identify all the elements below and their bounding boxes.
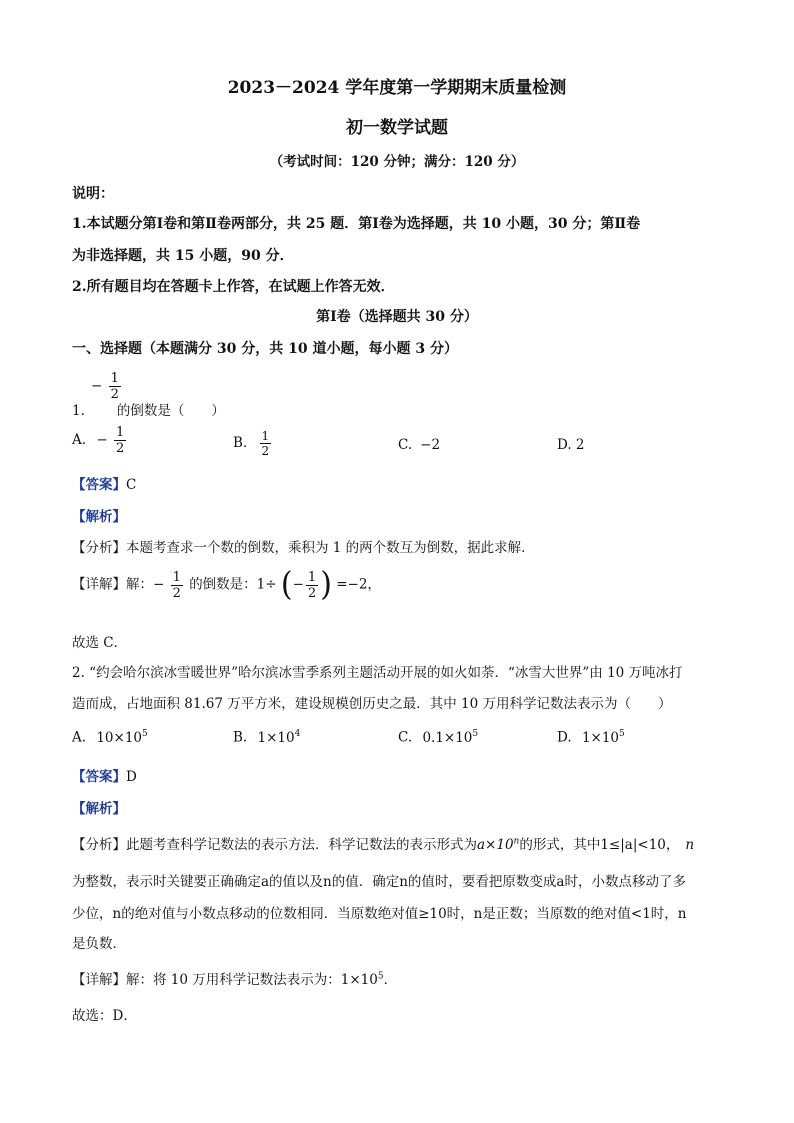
q1-answer: 【答案】C	[72, 477, 137, 493]
q2-fenxi-line2: 为整数，表示时关键要正确确定a的值以及n的值．确定n的值时，要看把原数变成a时，小数点移动了多	[72, 874, 686, 890]
q2-option-b: B. $1\times 10^4$	[233, 729, 301, 746]
q2-stem-line1: 2. “约会哈尔滨冰雪暖世界”哈尔滨冰雪季系列主题活动开展的如火如荼．“冰雪大世界”由 10 万吨冰打	[72, 665, 683, 681]
q2-option-d: D. $1\times 10^5$	[557, 729, 625, 746]
section-heading: 第Ⅰ卷（选择题共 30 分）	[316, 309, 478, 325]
q1-fraction	[91, 372, 123, 401]
q1-option-c: C. −2	[398, 437, 441, 453]
q2-option-c: C. $0.1\times 10^5$	[398, 729, 479, 746]
part-heading: 一、选择题（本题满分 30 分，共 10 道小题，每小题 3 分）	[72, 341, 458, 357]
q2-detail: 【详解】解：将 10 万用科学记数法表示为：$1\times 10^5$．	[72, 971, 398, 988]
q1-frac-sign: −	[91, 378, 103, 394]
notes-heading: 说明：	[72, 186, 114, 202]
page-subtitle: 初一数学试题	[346, 118, 448, 138]
q1-analysis-tag: 【解析】	[72, 509, 126, 525]
q2-fenxi-line3: 少位，n的绝对值与小数点移动的位数相同．当原数绝对值≥10时，n是正数；当原数的绝对值<1时，n	[72, 906, 687, 922]
q2-conclusion: 故选：D．	[72, 1008, 137, 1024]
q1-conclusion: 故选 C．	[72, 635, 128, 651]
q1-detail: 【详解】解：− $\frac{1}{2}$ 的倒数是：1÷ (− $\frac{1}{2}$ ) =−2，	[72, 565, 381, 604]
q2-analysis-tag: 【解析】	[72, 801, 126, 817]
q1-option-d: D. 2	[557, 437, 585, 453]
page-title: 2023－2024 学年度第一学期期末质量检测	[227, 78, 567, 98]
exam-info: （考试时间：120 分钟；满分：120 分）	[269, 154, 525, 170]
q2-fenxi-line1: 【分析】此题考查科学记数法的表示方法．科学记数法的表示形式为$a\times 10^n$的形式，其中1≤|a|<10， n	[72, 836, 695, 853]
q1-frac: $\frac{1}{2}$	[110, 371, 119, 402]
q1-fenxi: 【分析】本题考查求一个数的倒数，乘积为 1 的两个数互为倒数，据此求解．	[72, 540, 535, 556]
q2-stem-line2: 造而成，占地面积 81.67 万平方米，建设规模创历史之最．其中 10 万用科学记数法表示为（ ）	[72, 696, 672, 712]
notes-line1: 1.本试题分第Ⅰ卷和第Ⅱ卷两部分，共 25 题．第Ⅰ卷为选择题，共 10 小题，30 分；第Ⅱ卷	[72, 216, 641, 232]
q1-stem: 1. 的倒数是（ ）	[72, 403, 225, 419]
q2-option-a: A. $10\times 10^5$	[72, 729, 148, 746]
notes-line2: 为非选择题，共 15 小题，90 分．	[72, 248, 294, 264]
q1-option-b: B. $\frac{1}{2}$	[233, 429, 270, 458]
q2-answer: 【答案】D	[72, 769, 137, 785]
q1-option-a: A. − $\frac{1}{2}$	[72, 425, 125, 456]
notes-line3: 2.所有题目均在答题卡上作答，在试题上作答无效．	[72, 279, 395, 295]
q2-fenxi-line4: 是负数．	[72, 936, 126, 952]
